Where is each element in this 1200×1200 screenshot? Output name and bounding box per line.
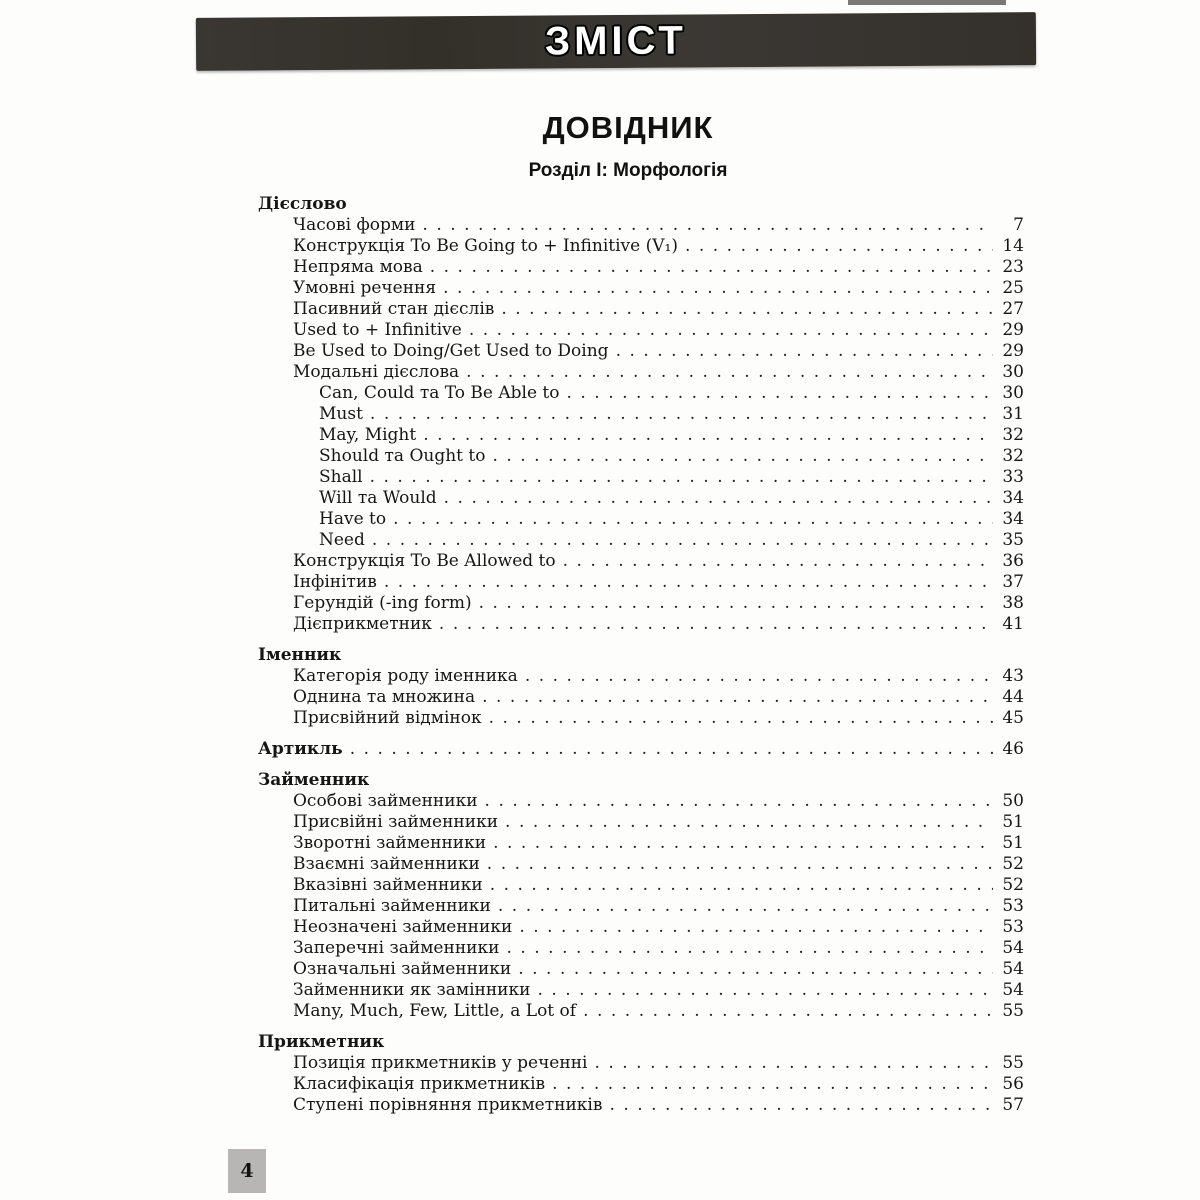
toc-entry: [258, 236, 1024, 257]
toc-section-title: Займенник: [258, 770, 370, 790]
dot-leader: [563, 551, 993, 572]
toc-page-number: 33: [1002, 467, 1024, 487]
toc-page-number: 57: [1002, 1095, 1024, 1115]
toc-entry-label: May, Might: [319, 425, 417, 445]
toc-entry-label: Many, Much, Few, Little, a Lot of: [293, 1001, 577, 1021]
toc-entry-label: Категорія роду іменника: [293, 666, 518, 686]
dot-leader: [490, 875, 993, 896]
toc-page-number: 53: [1002, 917, 1024, 937]
toc-entry: [258, 833, 1024, 854]
toc-page-number: 55: [1002, 1001, 1024, 1021]
dot-leader: [443, 278, 993, 299]
dot-leader: [444, 488, 993, 509]
toc-entry: [258, 551, 1024, 572]
toc-entry: [258, 1095, 1024, 1116]
toc-page-number: 35: [1002, 530, 1024, 550]
toc-entry-label: Непряма мова: [293, 257, 423, 277]
toc-entry-label: Can, Could та To Be Able to: [319, 383, 560, 403]
toc-entry: [258, 320, 1024, 341]
toc-entry-label: Must: [319, 404, 363, 424]
toc-section-header: [258, 739, 1024, 760]
toc-page-number: 55: [1002, 1053, 1024, 1073]
dot-leader: [479, 593, 993, 614]
toc-entry: [258, 404, 1024, 425]
dot-leader: [492, 446, 993, 467]
toc-entry: [258, 687, 1024, 708]
toc-page-number: 30: [1002, 362, 1024, 382]
dot-leader: [501, 299, 993, 320]
toc-entry: [258, 425, 1024, 446]
toc-section-header: [258, 1032, 1024, 1053]
toc-entry: [258, 446, 1024, 467]
toc-entry: [258, 488, 1024, 509]
toc-page-number: 52: [1002, 875, 1024, 895]
toc-entry-label: Have to: [319, 509, 387, 529]
dot-leader: [506, 938, 993, 959]
toc-page-number: 7: [1013, 215, 1024, 235]
toc-section: [258, 1032, 1024, 1116]
toc-entry-label: Герундій (-ing form): [293, 593, 472, 613]
toc-page-number: 43: [1002, 666, 1024, 686]
dot-leader: [498, 896, 993, 917]
toc-entry: [258, 854, 1024, 875]
toc-page-number: 50: [1002, 791, 1024, 811]
page-number: 4: [240, 1160, 254, 1182]
toc-entry-label: Неозначені займенники: [293, 917, 513, 937]
toc-entry: [258, 708, 1024, 729]
toc-page-number: 30: [1002, 383, 1024, 403]
toc-entry-label: Be Used to Doing/Get Used to Doing: [293, 341, 609, 361]
toc-page-number: 36: [1002, 551, 1024, 571]
toc-entry-label: Особові займенники: [293, 791, 478, 811]
dot-leader: [493, 833, 993, 854]
toc-page-number: 56: [1002, 1074, 1024, 1094]
dot-leader: [370, 404, 993, 425]
dot-leader: [384, 572, 993, 593]
dot-leader: [519, 917, 993, 938]
toc-page-number: 25: [1002, 278, 1024, 298]
scan-artifact-strip: [848, 0, 1006, 5]
dot-leader: [466, 362, 993, 383]
toc-page-number: 46: [1002, 739, 1024, 759]
toc-entry: [258, 614, 1024, 635]
toc-entry-label: Однина та множина: [293, 687, 476, 707]
toc-entry: [258, 1053, 1024, 1074]
toc-entry-label: Модальні дієслова: [293, 362, 460, 382]
dot-leader: [594, 1053, 993, 1074]
toc-entry: [258, 1074, 1024, 1095]
dot-leader: [616, 341, 993, 362]
toc-page-number: 29: [1002, 320, 1024, 340]
page-number-badge: [228, 1149, 266, 1193]
toc-entry-label: Інфінітив: [293, 572, 377, 592]
toc-page-number: 37: [1002, 572, 1024, 592]
toc-page-number: 51: [1002, 812, 1024, 832]
toc-page-number: 32: [1002, 425, 1024, 445]
toc-entry-label: Need: [319, 530, 365, 550]
toc-section: [258, 770, 1024, 1022]
dot-leader: [350, 739, 993, 760]
toc-section-header: [258, 194, 1024, 215]
table-of-contents: [258, 194, 1024, 1116]
toc-section-header: [258, 645, 1024, 666]
dot-leader: [489, 708, 993, 729]
toc-entry-label: Взаємні займенники: [293, 854, 480, 874]
dot-leader: [485, 791, 993, 812]
toc-page-number: 53: [1002, 896, 1024, 916]
toc-entry-label: Умовні речення: [293, 278, 437, 298]
toc-entry-label: Заперечні займенники: [293, 938, 500, 958]
toc-entry: [258, 383, 1024, 404]
toc-entry: [258, 572, 1024, 593]
toc-entry-label: Ступені порівняння прикметників: [293, 1095, 603, 1115]
contents-banner: [196, 12, 1036, 71]
dot-leader: [525, 666, 993, 687]
toc-entry: [258, 938, 1024, 959]
toc-entry-label: Конструкція To Be Allowed to: [293, 551, 556, 571]
toc-entry-label: Присвійний відмінок: [293, 708, 482, 728]
dot-leader: [552, 1074, 993, 1095]
toc-section-title: Іменник: [258, 645, 342, 665]
toc-section-title: Дієслово: [258, 194, 347, 214]
toc-entry: [258, 362, 1024, 383]
toc-entry-label: Вказівні займенники: [293, 875, 483, 895]
toc-entry: [258, 215, 1024, 236]
toc-entry-label: Should та Ought to: [319, 446, 486, 466]
toc-section: [258, 194, 1024, 635]
toc-page-number: 54: [1002, 938, 1024, 958]
toc-section-title: Артикль: [258, 739, 343, 759]
toc-page-number: 34: [1002, 488, 1024, 508]
toc-section: [258, 739, 1024, 760]
dot-leader: [439, 614, 993, 635]
dot-leader: [583, 1001, 993, 1022]
dot-leader: [505, 812, 993, 833]
toc-page-number: 54: [1002, 959, 1024, 979]
toc-section: [258, 645, 1024, 729]
toc-page-number: 54: [1002, 980, 1024, 1000]
toc-entry: [258, 666, 1024, 687]
toc-page-number: 38: [1002, 593, 1024, 613]
dot-leader: [487, 854, 993, 875]
toc-entry-label: Означальні займенники: [293, 959, 512, 979]
toc-page-number: 51: [1002, 833, 1024, 853]
contents-banner-title: ЗМІСТ: [544, 18, 688, 64]
toc-entry: [258, 1001, 1024, 1022]
toc-entry: [258, 278, 1024, 299]
toc-entry-label: Used to + Infinitive: [293, 320, 462, 340]
toc-entry-label: Will та Would: [319, 488, 437, 508]
toc-entry-label: Конструкція To Be Going to + Infinitive (V₁): [293, 236, 678, 256]
toc-entry-label: Часові форми: [293, 215, 416, 235]
dot-leader: [393, 509, 993, 530]
dot-leader: [372, 530, 993, 551]
toc-entry: [258, 530, 1024, 551]
toc-page-number: 23: [1002, 257, 1024, 277]
toc-entry: [258, 341, 1024, 362]
dot-leader: [537, 980, 993, 1001]
toc-entry-label: Позиція прикметників у реченні: [293, 1053, 588, 1073]
dot-leader: [469, 320, 993, 341]
dot-leader: [422, 215, 993, 236]
toc-entry: [258, 959, 1024, 980]
toc-page-number: 27: [1002, 299, 1024, 319]
toc-entry: [258, 299, 1024, 320]
toc-section-header: [258, 770, 1024, 791]
toc-page-number: 29: [1002, 341, 1024, 361]
toc-entry: [258, 875, 1024, 896]
toc-entry-label: Дієприкметник: [293, 614, 432, 634]
toc-entry: [258, 980, 1024, 1001]
toc-entry-label: Пасивний стан дієслів: [293, 299, 495, 319]
toc-section-title: Прикметник: [258, 1032, 385, 1052]
toc-page-number: 44: [1002, 687, 1024, 707]
toc-page-number: 52: [1002, 854, 1024, 874]
toc-entry-label: Класифікація прикметників: [293, 1074, 546, 1094]
toc-entry: [258, 791, 1024, 812]
dot-leader: [482, 687, 993, 708]
toc-page-number: 45: [1002, 708, 1024, 728]
toc-entry-label: Присвійні займенники: [293, 812, 499, 832]
toc-entry-label: Займенники як замінники: [293, 980, 531, 1000]
dot-leader: [685, 236, 993, 257]
dot-leader: [423, 425, 993, 446]
toc-page-number: 14: [1002, 236, 1024, 256]
toc-entry: [258, 467, 1024, 488]
page-title: ДОВІДНИК: [542, 110, 714, 145]
toc-entry: [258, 917, 1024, 938]
toc-entry: [258, 812, 1024, 833]
dot-leader: [430, 257, 993, 278]
toc-entry-label: Зворотні займенники: [293, 833, 487, 853]
dot-leader: [609, 1095, 993, 1116]
toc-page-number: 34: [1002, 509, 1024, 529]
toc-entry-label: Shall: [319, 467, 363, 487]
toc-entry: [258, 896, 1024, 917]
toc-entry: [258, 509, 1024, 530]
toc-entry: [258, 257, 1024, 278]
toc-entry: [258, 593, 1024, 614]
toc-page-number: 32: [1002, 446, 1024, 466]
toc-page-number: 41: [1002, 614, 1024, 634]
dot-leader: [370, 467, 993, 488]
dot-leader: [518, 959, 993, 980]
toc-entry-label: Питальні займенники: [293, 896, 491, 916]
toc-page-number: 31: [1002, 404, 1024, 424]
chapter-subtitle: Розділ І: Морфологія: [528, 160, 728, 181]
dot-leader: [567, 383, 994, 404]
